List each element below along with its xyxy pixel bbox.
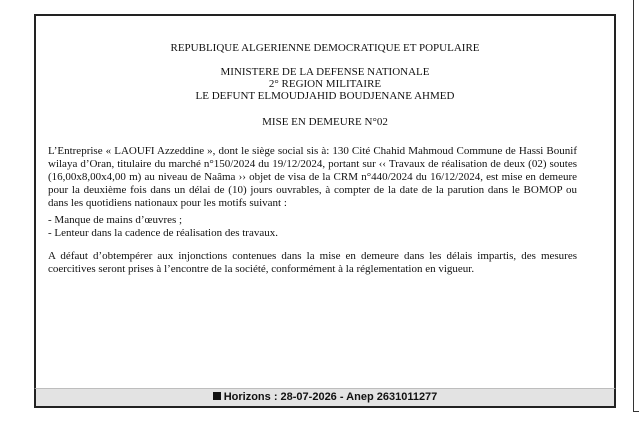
closing-paragraph: A défaut d’obtempérer aux injonctions contenues dans la mise en demeure dans les délais impartis, des mesures coercitives seront prises à l’encontre de la société, conformément à la réglementation en vigueur. [48,250,577,275]
motive-item-2: - Lenteur dans la cadence de réalisation des travaux. [48,227,278,239]
region-heading: 2° REGION MILITAIRE [268,78,382,90]
intro-paragraph: L’Entreprise « LAOUFI Azzeddine », dont le siège social sis à: 130 Cité Chahid Mahmoud Commune de Hassi Bounif wilaya d’Oran, titulaire du marché n°150/2024 du 19/12/2024, portant sur ‹‹ Travaux de réalisation de deux (02) soutes (16,00x8,00x4,00 m) au niveau de Naâma ›› objet de visa de la CRM n°440/2024 du 16/12/2024, est mise en demeure pour la deuxième fois dans un délai de (10) jours ouvrables, à compter de la date de la parution dans le BOMOP ou dans les quotidiens nationaux pour les motifs suivant : [48,145,577,209]
motive-item-1: - Manque de mains d’œuvres ; [48,214,183,226]
ministry-heading: MINISTERE DE LA DEFENSE NATIONALE [220,66,430,78]
unit-heading: LE DEFUNT ELMOUDJAHID BOUDJENANE AHMED [195,90,455,102]
publication-reference: Horizons : 28-07-2026 - Anep 2631011277 [223,391,438,403]
notice-header [36,42,614,128]
notice-body [48,145,577,276]
adjacent-column-border [633,0,634,412]
publication-footer [34,388,616,408]
square-bullet-icon [213,392,221,400]
adjacent-column-border-foot [633,411,639,412]
republic-heading: REPUBLIQUE ALGERIENNE DEMOCRATIQUE ET POPULAIRE [170,42,480,54]
notice-title: MISE EN DEMEURE N°02 [262,116,388,128]
